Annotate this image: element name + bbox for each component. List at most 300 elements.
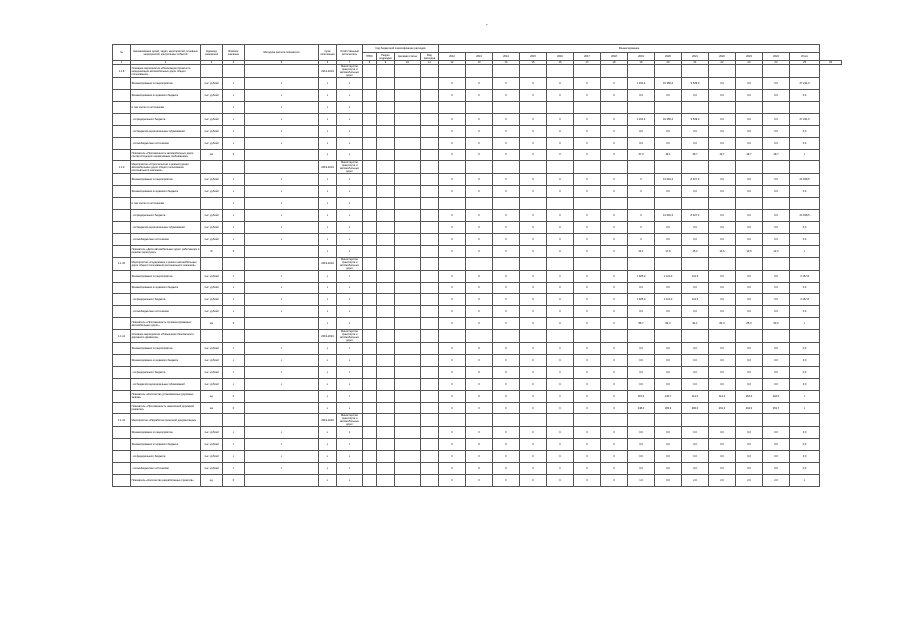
row-year-value: 0	[466, 137, 493, 149]
row-year-value: 0,0	[709, 137, 736, 149]
col-header-responsible: Ответственный исполнитель	[337, 45, 363, 61]
row-year-value: 0	[520, 78, 547, 90]
row-unit	[201, 414, 223, 427]
row-budget-code-cell	[395, 306, 421, 318]
row-term: х	[319, 402, 337, 414]
row-year-value: 0	[493, 390, 520, 402]
row-unit	[201, 101, 223, 113]
row-budget-code-cell	[395, 427, 421, 439]
row-year-value: 0,0	[655, 90, 682, 102]
row-year-value: 0	[574, 245, 601, 257]
row-term: 2012-2024	[319, 65, 337, 78]
row-year-value: 0	[574, 113, 601, 125]
row-responsible: х	[337, 402, 363, 414]
row-budget-code-cell	[395, 210, 421, 222]
row-year-value: 0	[439, 186, 466, 198]
row-year-value	[466, 198, 493, 210]
row-year-value: 0,0	[682, 439, 709, 451]
row-term: х	[319, 355, 337, 367]
row-year-value	[466, 101, 493, 113]
row-budget-code-cell	[421, 221, 439, 233]
row-year-value	[628, 198, 655, 210]
row-responsible: х	[337, 306, 363, 318]
row-year-value: 0	[493, 270, 520, 282]
row-budget-code-cell	[363, 270, 377, 282]
row-term: х	[319, 149, 337, 161]
row-year-value	[655, 198, 682, 210]
row-year-value: 0,0	[628, 463, 655, 475]
row-year-value: 0	[520, 451, 547, 463]
row-responsible: х	[337, 355, 363, 367]
row-unit: км	[201, 318, 223, 330]
row-budget-code-cell	[363, 210, 377, 222]
row-year-value: 0,0	[736, 282, 763, 294]
row-total: х	[790, 390, 820, 402]
row-responsible: х	[337, 186, 363, 198]
row-budget-code-cell	[377, 137, 395, 149]
row-name: Основное мероприятие «Повышение безопасности дорожного движения»	[131, 330, 201, 343]
row-unit: тыс. рублей	[201, 427, 223, 439]
row-year-value: 0	[439, 270, 466, 282]
row-year-value: 0	[574, 294, 601, 306]
row-unit: ед.	[201, 390, 223, 402]
row-year-value	[493, 257, 520, 270]
row-year-value: 118,0	[736, 390, 763, 402]
row-year-value	[439, 257, 466, 270]
row-number	[113, 78, 131, 90]
row-year-value: 0,0	[736, 210, 763, 222]
table-row	[113, 149, 842, 161]
row-budget-code-cell	[421, 257, 439, 270]
row-year-value: 0	[439, 439, 466, 451]
row-year-value: 0	[466, 427, 493, 439]
row-base-value: х	[223, 137, 245, 149]
row-budget-code-cell	[377, 414, 395, 427]
row-budget-code-cell	[377, 366, 395, 378]
row-budget-code-cell	[395, 414, 421, 427]
row-unit: тыс. рублей	[201, 174, 223, 186]
row-year-value: 0,0	[682, 306, 709, 318]
row-year-value	[547, 257, 574, 270]
row-year-value: 1 331,4	[628, 113, 655, 125]
table-row	[113, 451, 842, 463]
row-year-value: 0,0	[709, 233, 736, 245]
row-total	[790, 414, 820, 427]
row-year-value: 0,0	[736, 294, 763, 306]
table-row	[113, 294, 842, 306]
row-year-value: 114,0	[682, 390, 709, 402]
row-number: 1.1.10	[113, 257, 131, 270]
row-year-value: 0,0	[655, 137, 682, 149]
col-header-year: 2013	[466, 53, 493, 61]
row-year-value: 0	[574, 282, 601, 294]
row-year-value	[466, 257, 493, 270]
row-budget-code-cell	[377, 451, 395, 463]
row-year-value: 13 491,2	[655, 210, 682, 222]
column-number: 18	[601, 61, 628, 65]
row-year-value: 0,0	[736, 306, 763, 318]
row-year-value: 0	[601, 378, 628, 390]
row-year-value: 0	[493, 306, 520, 318]
row-year-value	[547, 414, 574, 427]
row-year-value: 0,0	[709, 366, 736, 378]
row-year-value: 0	[493, 149, 520, 161]
row-total: 3 167,8	[790, 294, 820, 306]
row-year-value: 49,7	[709, 149, 736, 161]
row-year-value: 0	[466, 475, 493, 487]
row-budget-code-cell	[377, 101, 395, 113]
row-year-value: 0	[574, 210, 601, 222]
row-year-value: 0,0	[763, 137, 790, 149]
col-header-year: 2015	[520, 53, 547, 61]
row-unit: тыс. рублей	[201, 355, 223, 367]
row-total: 0,0	[790, 343, 820, 355]
row-year-value: 0,0	[682, 343, 709, 355]
row-year-value: 0	[466, 366, 493, 378]
row-year-value	[763, 257, 790, 270]
row-year-value	[709, 330, 736, 343]
table-row	[113, 355, 842, 367]
row-number	[113, 245, 131, 257]
row-budget-code-cell	[395, 451, 421, 463]
row-term: х	[319, 366, 337, 378]
column-number: 5	[245, 61, 319, 65]
row-year-value: 121,5	[682, 270, 709, 282]
row-year-value: 142,7	[655, 390, 682, 402]
row-year-value: 0	[601, 233, 628, 245]
table-row	[113, 186, 842, 198]
row-year-value: 0	[574, 233, 601, 245]
row-year-value	[736, 414, 763, 427]
row-budget-code-cell	[377, 355, 395, 367]
row-year-value: 0	[493, 137, 520, 149]
row-year-value: 0,0	[682, 186, 709, 198]
row-budget-code-cell	[395, 257, 421, 270]
row-year-value: 0	[574, 186, 601, 198]
row-year-value: 0,0	[682, 378, 709, 390]
row-method	[245, 149, 319, 161]
column-number: 6	[319, 61, 337, 65]
row-year-value: 0	[439, 221, 466, 233]
row-year-value: 0	[439, 282, 466, 294]
row-year-value: 0	[547, 378, 574, 390]
row-number: 1.1.11	[113, 330, 131, 343]
row-year-value: 0,0	[628, 355, 655, 367]
row-year-value	[628, 161, 655, 174]
row-year-value: 0,0	[628, 306, 655, 318]
row-year-value: 49,7	[763, 149, 790, 161]
row-method	[245, 245, 319, 257]
row-number	[113, 451, 131, 463]
row-method	[245, 330, 319, 343]
row-unit: тыс. рублей	[201, 378, 223, 390]
row-year-value	[682, 414, 709, 427]
row-responsible: х	[337, 210, 363, 222]
row-base-value: х	[223, 198, 245, 210]
row-budget-code-cell	[395, 318, 421, 330]
row-year-value: 0	[601, 366, 628, 378]
row-name: - из внебюджетных источников	[131, 306, 201, 318]
row-year-value	[601, 330, 628, 343]
row-year-value: 0	[466, 233, 493, 245]
row-budget-code-cell	[363, 439, 377, 451]
row-unit: тыс. рублей	[201, 282, 223, 294]
row-budget-code-cell	[363, 355, 377, 367]
row-year-value: 0	[601, 294, 628, 306]
row-year-value	[709, 257, 736, 270]
row-budget-code-cell	[363, 161, 377, 174]
row-unit: тыс. рублей	[201, 90, 223, 102]
row-year-value: 0,0	[736, 125, 763, 137]
row-total: 0,0	[790, 186, 820, 198]
row-budget-code-cell	[363, 101, 377, 113]
row-base-value: х	[223, 78, 245, 90]
row-year-value: 0	[439, 463, 466, 475]
row-term: х	[319, 306, 337, 318]
row-year-value: 0	[439, 427, 466, 439]
row-responsible: х	[337, 294, 363, 306]
table-row	[113, 257, 842, 270]
row-name: - из федерального бюджета	[131, 366, 201, 378]
col-header-grbs: ГРБС	[363, 53, 377, 61]
row-name: Финансирование по мероприятию	[131, 78, 201, 90]
row-year-value	[736, 257, 763, 270]
row-year-value: 0,0	[709, 113, 736, 125]
row-base-value: х	[223, 282, 245, 294]
row-base-value: х	[223, 221, 245, 233]
row-budget-code-cell	[377, 90, 395, 102]
row-budget-code-cell	[377, 210, 395, 222]
row-budget-code-cell	[395, 221, 421, 233]
row-total: 0,0	[790, 451, 820, 463]
row-year-value: 0,0	[655, 282, 682, 294]
col-header-year: 2017	[574, 53, 601, 61]
row-number	[113, 210, 131, 222]
row-year-value: 0,0	[655, 463, 682, 475]
row-budget-code-cell	[363, 390, 377, 402]
row-budget-code-cell	[363, 149, 377, 161]
row-year-value: 0,0	[736, 343, 763, 355]
col-header-section: Раздел подраздел	[377, 53, 395, 61]
row-year-value: 0,0	[763, 439, 790, 451]
col-header-year: 2019	[628, 53, 655, 61]
row-term: х	[319, 294, 337, 306]
row-year-value: 2,0	[709, 475, 736, 487]
row-year-value: 0	[493, 294, 520, 306]
row-year-value: 0	[439, 390, 466, 402]
row-year-value: 0	[439, 125, 466, 137]
row-unit: тыс. рублей	[201, 343, 223, 355]
row-total: 0,0	[790, 233, 820, 245]
row-unit: тыс. рублей	[201, 221, 223, 233]
row-year-value: 0	[493, 78, 520, 90]
row-year-value: 0,0	[682, 137, 709, 149]
row-method: х	[245, 439, 319, 451]
row-year-value: 0	[601, 282, 628, 294]
row-year-value	[466, 414, 493, 427]
row-responsible: х	[337, 427, 363, 439]
row-year-value: 0	[547, 451, 574, 463]
row-year-value: 0,0	[709, 186, 736, 198]
row-budget-code-cell	[421, 137, 439, 149]
row-budget-code-cell	[421, 330, 439, 343]
row-year-value: 0	[439, 343, 466, 355]
row-year-value: 0	[574, 137, 601, 149]
row-number	[113, 463, 131, 475]
row-year-value: 0,0	[709, 294, 736, 306]
row-year-value: 0,0	[763, 125, 790, 137]
row-method	[245, 390, 319, 402]
row-year-value: 0	[466, 149, 493, 161]
row-year-value: 0	[547, 233, 574, 245]
row-year-value: 0,0	[682, 427, 709, 439]
row-year-value: 0	[547, 463, 574, 475]
row-year-value: 0	[493, 125, 520, 137]
row-total: х	[790, 245, 820, 257]
row-method: х	[245, 355, 319, 367]
row-number	[113, 343, 131, 355]
row-year-value: 1,0	[628, 475, 655, 487]
column-number: 14	[493, 61, 520, 65]
row-year-value: 0	[601, 318, 628, 330]
table-row	[113, 475, 842, 487]
row-year-value: 0	[520, 355, 547, 367]
row-base-value: 0	[223, 475, 245, 487]
row-year-value: 0	[547, 210, 574, 222]
row-year-value: 0,0	[763, 366, 790, 378]
row-year-value: 0	[547, 318, 574, 330]
row-budget-code-cell	[395, 270, 421, 282]
row-budget-code-cell	[421, 90, 439, 102]
row-base-value: х	[223, 439, 245, 451]
row-year-value: 0	[493, 475, 520, 487]
row-year-value: 2,0	[682, 475, 709, 487]
row-term: х	[319, 210, 337, 222]
row-term: х	[319, 270, 337, 282]
table-row	[113, 330, 842, 343]
row-year-value: 0	[628, 221, 655, 233]
row-base-value: 0	[223, 318, 245, 330]
row-budget-code-cell	[395, 101, 421, 113]
row-total: 21 818,5	[790, 174, 820, 186]
row-budget-code-cell	[395, 137, 421, 149]
row-unit: %	[201, 245, 223, 257]
row-name: Финансирование по мероприятию	[131, 174, 201, 186]
row-year-value	[493, 198, 520, 210]
row-base-value: 0	[223, 402, 245, 414]
row-year-value: 0	[493, 113, 520, 125]
row-number	[113, 186, 131, 198]
row-budget-code-cell	[377, 427, 395, 439]
row-budget-code-cell	[377, 463, 395, 475]
row-total: х	[790, 402, 820, 414]
row-year-value: 0	[601, 125, 628, 137]
row-year-value: 0	[493, 463, 520, 475]
row-method: х	[245, 294, 319, 306]
row-responsible: х	[337, 90, 363, 102]
row-responsible: х	[337, 221, 363, 233]
row-year-value: 0,0	[736, 113, 763, 125]
row-year-value: 0	[601, 270, 628, 282]
row-budget-code-cell	[395, 439, 421, 451]
row-year-value: 118,0	[763, 390, 790, 402]
row-name: - из федерального бюджета	[131, 210, 201, 222]
col-header-year: 2024	[763, 53, 790, 61]
col-header-finance: Финансирование	[439, 45, 820, 53]
col-header-year: 2023	[736, 53, 763, 61]
row-year-value: 0	[574, 451, 601, 463]
row-year-value: 0	[439, 402, 466, 414]
row-budget-code-cell	[363, 343, 377, 355]
row-year-value: 0	[601, 463, 628, 475]
row-year-value	[736, 330, 763, 343]
row-year-value: 15,2	[682, 245, 709, 257]
program-table	[112, 44, 842, 487]
row-unit: тыс. рублей	[201, 125, 223, 137]
row-total	[790, 330, 820, 343]
table-row	[113, 270, 842, 282]
row-year-value: 0,0	[763, 221, 790, 233]
row-year-value: 0	[520, 210, 547, 222]
row-year-value: 49,1	[655, 149, 682, 161]
row-base-value: х	[223, 210, 245, 222]
row-year-value: 3,0	[655, 475, 682, 487]
row-unit: тыс. рублей	[201, 113, 223, 125]
row-year-value: 0,0	[682, 451, 709, 463]
column-number: 19	[628, 61, 655, 65]
row-year-value: 0	[547, 306, 574, 318]
row-budget-code-cell	[377, 330, 395, 343]
row-year-value: 0,0	[709, 270, 736, 282]
row-unit: тыс. рублей	[201, 463, 223, 475]
table-row	[113, 174, 842, 186]
table-row	[113, 161, 842, 174]
row-budget-code-cell	[363, 257, 377, 270]
row-budget-code-cell	[395, 366, 421, 378]
row-year-value	[736, 198, 763, 210]
row-year-value: 0	[439, 174, 466, 186]
row-year-value: 0	[493, 439, 520, 451]
table-row	[113, 210, 842, 222]
row-year-value: 0,0	[682, 233, 709, 245]
row-unit: тыс. рублей	[201, 366, 223, 378]
row-budget-code-cell	[395, 245, 421, 257]
row-budget-code-cell	[421, 101, 439, 113]
row-budget-code-cell	[421, 390, 439, 402]
row-number	[113, 198, 131, 210]
row-year-value: 0,0	[736, 221, 763, 233]
row-budget-code-cell	[421, 113, 439, 125]
row-year-value	[574, 198, 601, 210]
row-budget-code-cell	[421, 149, 439, 161]
row-year-value: 0	[466, 318, 493, 330]
col-header-year: 2012	[439, 53, 466, 61]
row-year-value: 0,0	[709, 174, 736, 186]
row-budget-code-cell	[363, 186, 377, 198]
row-term: 2019-2024	[319, 161, 337, 174]
row-year-value	[547, 198, 574, 210]
row-year-value: 114,0	[709, 390, 736, 402]
row-year-value: 0,0	[709, 90, 736, 102]
row-budget-code-cell	[363, 137, 377, 149]
row-year-value: 0,0	[709, 439, 736, 451]
row-year-value: 1 925,0	[628, 294, 655, 306]
row-year-value: 0	[547, 125, 574, 137]
row-year-value: 0	[466, 90, 493, 102]
row-responsible: х	[337, 125, 363, 137]
row-responsible: х	[337, 137, 363, 149]
row-year-value: 0	[628, 186, 655, 198]
